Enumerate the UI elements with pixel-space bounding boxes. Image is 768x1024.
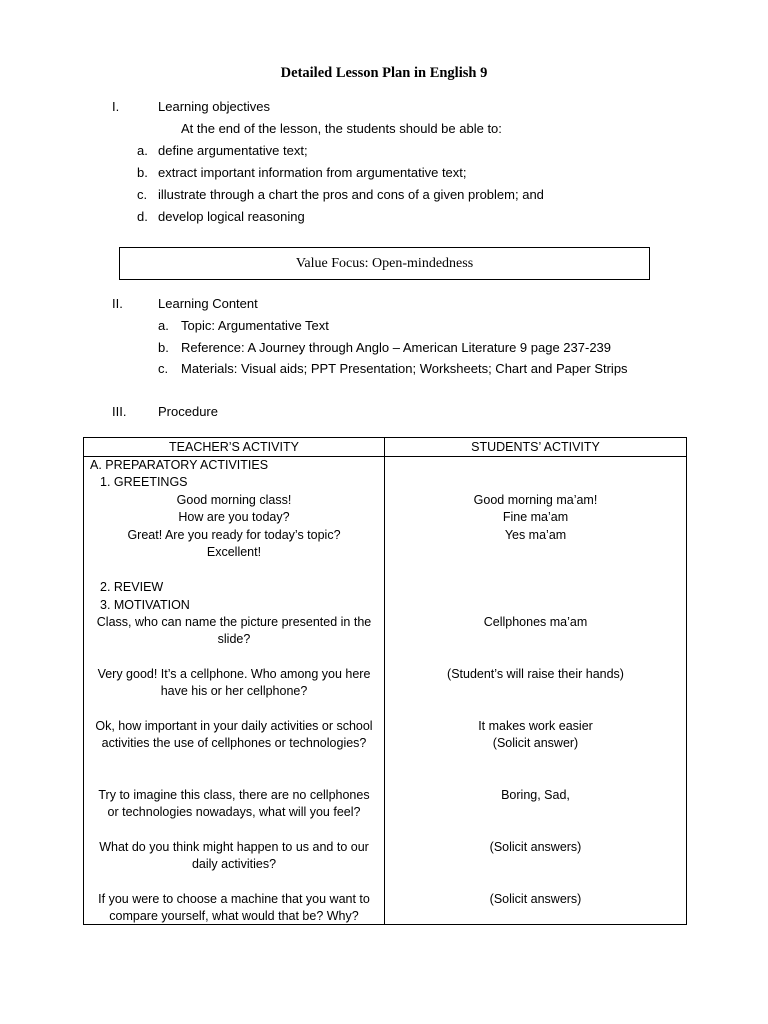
motivation-heading: 3. MOTIVATION	[100, 598, 190, 612]
objectives-intro: At the end of the lesson, the students should be able to:	[181, 121, 502, 136]
review-heading: 2. REVIEW	[100, 580, 164, 594]
objective-b-text: extract important information from argumentative text;	[158, 165, 467, 180]
section-1-number: I.	[112, 99, 120, 114]
content-a-text: Topic: Argumentative Text	[181, 318, 329, 333]
student-line: Boring, Sad,	[501, 788, 570, 802]
content-a-letter: a.	[158, 318, 169, 333]
table-row	[84, 457, 687, 925]
students-activity-cell	[385, 457, 687, 925]
teacher-line: Good morning class!	[176, 493, 292, 507]
students-activity-header: STUDENTS’ ACTIVITY	[385, 438, 687, 457]
section-1-heading: Learning objectives	[158, 99, 271, 114]
procedure-table	[83, 437, 687, 925]
value-focus-box	[119, 247, 650, 280]
value-focus-text: Value Focus: Open-mindedness	[295, 255, 474, 271]
teacher-activity-header: TEACHER’S ACTIVITY	[84, 438, 385, 457]
preparatory-heading: A. PREPARATORY ACTIVITIES	[90, 458, 269, 472]
student-line: Cellphones ma’am	[483, 615, 588, 629]
student-line: Fine ma’am	[502, 510, 569, 524]
teacher-line: activities the use of cellphones or technologies?	[101, 736, 367, 750]
section-2-number: II.	[112, 296, 123, 311]
student-line: (Solicit answers)	[489, 892, 582, 906]
teacher-line: If you were to choose a machine that you want to	[98, 892, 370, 906]
student-line: (Solicit answers)	[489, 840, 582, 854]
student-line: Yes ma’am	[504, 528, 567, 542]
teacher-line: Class, who can name the picture presented in the	[96, 615, 372, 629]
student-line: Good morning ma’am!	[473, 493, 598, 507]
content-c-letter: c.	[158, 361, 169, 376]
greetings-heading: 1. GREETINGS	[100, 475, 188, 489]
teacher-line: How are you today?	[178, 510, 290, 524]
content-c-text: Materials: Visual aids; PPT Presentation; Worksheets; Chart and Paper Strips	[181, 361, 628, 376]
objective-b-letter: b.	[137, 165, 148, 180]
objective-d-text: develop logical reasoning	[158, 209, 305, 224]
objective-a-text: define argumentative text;	[158, 143, 308, 158]
student-line: (Student’s will raise their hands)	[447, 667, 624, 681]
teacher-line: What do you think might happen to us and to our	[99, 840, 369, 854]
section-3-heading: Procedure	[158, 404, 218, 419]
teacher-line: or technologies nowadays, what will you feel?	[107, 805, 361, 819]
teacher-line: Excellent!	[206, 545, 262, 559]
page-title: Detailed Lesson Plan in English 9	[280, 65, 488, 81]
teacher-line: Very good! It’s a cellphone. Who among you here	[97, 667, 371, 681]
section-3-number: III.	[112, 404, 127, 419]
teacher-line: have his or her cellphone?	[160, 684, 308, 698]
objective-a-letter: a.	[137, 143, 148, 158]
section-2-heading: Learning Content	[158, 296, 258, 311]
teacher-line: Great! Are you ready for today’s topic?	[127, 528, 341, 542]
teacher-line: slide?	[217, 632, 251, 646]
student-line: It makes work easier	[478, 719, 593, 733]
teacher-line: Try to imagine this class, there are no cellphones	[98, 788, 370, 802]
content-b-letter: b.	[158, 340, 169, 355]
teacher-line: compare yourself, what would that be? Why?	[109, 909, 359, 923]
teacher-activity-cell	[84, 457, 385, 925]
table-header-row	[84, 438, 687, 457]
objective-c-letter: c.	[137, 187, 148, 202]
objective-d-letter: d.	[137, 209, 148, 224]
content-b-text: Reference: A Journey through Anglo – American Literature 9 page 237-239	[181, 340, 612, 355]
teacher-line: Ok, how important in your daily activities or school	[95, 719, 373, 733]
objective-c-text: illustrate through a chart the pros and cons of a given problem; and	[158, 187, 544, 202]
student-line: (Solicit answer)	[492, 736, 579, 750]
teacher-line: daily activities?	[191, 857, 277, 871]
